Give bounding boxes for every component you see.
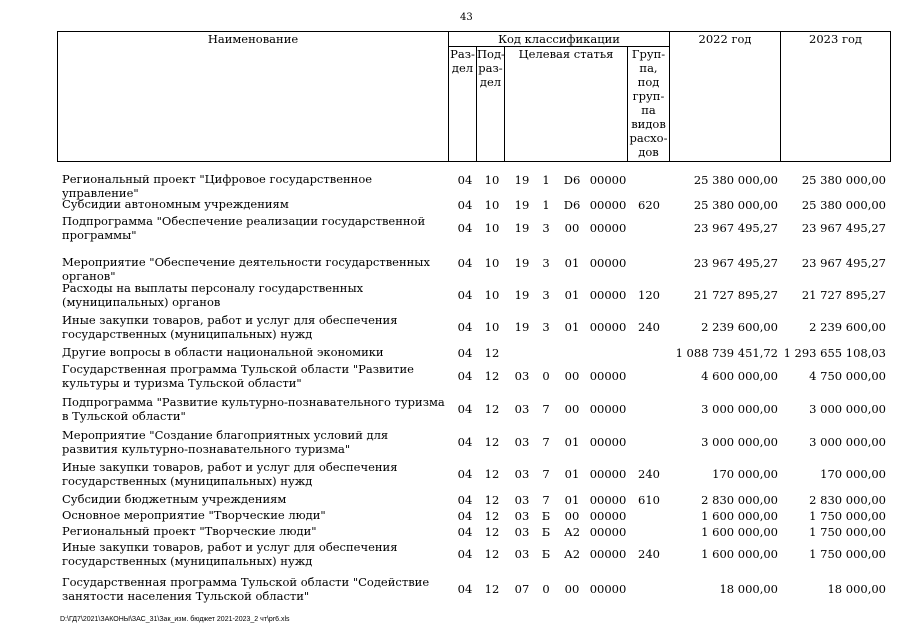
row-name: Государственная программа Тульской области "Содействие занятости населения Тульской области" bbox=[62, 575, 430, 603]
row-name: Расходы на выплаты персоналу государственных (муниципальных) органов bbox=[62, 281, 364, 309]
row-name: Государственная программа Тульской области "Развитие культуры и туризма Тульской области" bbox=[62, 362, 414, 390]
row-code-t3: 01 bbox=[564, 288, 580, 302]
row-code-r: 04 bbox=[457, 509, 473, 523]
row-amount-2022: 25 380 000,00 bbox=[693, 198, 778, 212]
header-name: Наименование bbox=[58, 32, 449, 162]
row-code-t1: 19 bbox=[514, 198, 530, 212]
table-row bbox=[0, 362, 905, 390]
row-code-t2: 7 bbox=[542, 467, 550, 481]
row-amount-2023: 1 293 655 108,03 bbox=[783, 346, 886, 360]
row-code-t1: 19 bbox=[514, 256, 530, 270]
row-code-r: 04 bbox=[457, 582, 473, 596]
row-code-t1: 19 bbox=[514, 288, 530, 302]
row-code-t2: Б bbox=[541, 509, 551, 523]
row-code-pr: 12 bbox=[484, 467, 500, 481]
row-name: Основное мероприятие "Творческие люди" bbox=[62, 508, 326, 522]
row-code-r: 04 bbox=[457, 198, 473, 212]
row-amount-2022: 3 000 000,00 bbox=[701, 402, 778, 416]
table-row bbox=[0, 428, 905, 456]
row-code-pr: 12 bbox=[484, 346, 500, 360]
row-code-r: 04 bbox=[457, 402, 473, 416]
row-amount-2022: 25 380 000,00 bbox=[693, 173, 778, 187]
table-row bbox=[0, 255, 905, 283]
row-code-t2: 0 bbox=[542, 582, 550, 596]
header-group: Груп- па, под груп- па видов расхо- дов bbox=[628, 47, 670, 162]
row-amount-2022: 23 967 495,27 bbox=[693, 221, 778, 235]
row-code-pr: 12 bbox=[484, 493, 500, 507]
row-code-t1: 19 bbox=[514, 320, 530, 334]
row-code-pr: 12 bbox=[484, 547, 500, 561]
row-amount-2022: 1 600 000,00 bbox=[701, 509, 778, 523]
page-number: 43 bbox=[460, 12, 473, 23]
row-amount-2022: 1 600 000,00 bbox=[701, 525, 778, 539]
row-code-pr: 12 bbox=[484, 369, 500, 383]
row-code-g: 620 bbox=[638, 198, 660, 212]
row-amount-2022: 23 967 495,27 bbox=[693, 256, 778, 270]
header-razdel: Раз- дел bbox=[449, 47, 477, 162]
row-code-pr: 10 bbox=[484, 198, 500, 212]
row-code-t4: 00000 bbox=[589, 493, 627, 507]
row-code-t1: 03 bbox=[514, 467, 530, 481]
row-code-pr: 10 bbox=[484, 221, 500, 235]
row-code-r: 04 bbox=[457, 221, 473, 235]
row-name: Подпрограмма "Обеспечение реализации государственной программы" bbox=[62, 214, 426, 242]
row-code-t2: 1 bbox=[542, 198, 550, 212]
row-code-r: 04 bbox=[457, 288, 473, 302]
row-code-t2: 3 bbox=[542, 288, 550, 302]
row-name: Другие вопросы в области национальной экономики bbox=[62, 345, 384, 359]
table-row bbox=[0, 508, 905, 524]
row-amount-2023: 3 000 000,00 bbox=[809, 402, 886, 416]
table-row bbox=[0, 281, 905, 309]
row-code-pr: 10 bbox=[484, 256, 500, 270]
table-row bbox=[0, 214, 905, 242]
row-code-t1: 19 bbox=[514, 173, 530, 187]
row-name: Иные закупки товаров, работ и услуг для обеспечения государственных (муниципальных) нужд bbox=[62, 540, 398, 568]
row-code-pr: 10 bbox=[484, 173, 500, 187]
row-code-t1: 07 bbox=[514, 582, 530, 596]
row-code-t1: 03 bbox=[514, 402, 530, 416]
row-code-t3: 00 bbox=[564, 221, 580, 235]
row-name: Региональный проект "Творческие люди" bbox=[62, 524, 317, 538]
row-amount-2023: 25 380 000,00 bbox=[801, 198, 886, 212]
row-code-r: 04 bbox=[457, 435, 473, 449]
table-row bbox=[0, 172, 905, 200]
row-name: Субсидии бюджетным учреждениям bbox=[62, 492, 287, 506]
row-code-t2: 7 bbox=[542, 402, 550, 416]
row-code-t2: 7 bbox=[542, 493, 550, 507]
row-code-r: 04 bbox=[457, 467, 473, 481]
row-amount-2022: 1 600 000,00 bbox=[701, 547, 778, 561]
row-code-t4: 00000 bbox=[589, 509, 627, 523]
table-header bbox=[57, 31, 891, 162]
row-code-t2: 3 bbox=[542, 256, 550, 270]
row-code-t4: 00000 bbox=[589, 173, 627, 187]
row-code-t3: 01 bbox=[564, 320, 580, 334]
row-amount-2023: 2 830 000,00 bbox=[809, 493, 886, 507]
row-amount-2023: 21 727 895,27 bbox=[801, 288, 886, 302]
row-code-r: 04 bbox=[457, 173, 473, 187]
row-code-t1: 03 bbox=[514, 493, 530, 507]
row-amount-2022: 21 727 895,27 bbox=[693, 288, 778, 302]
row-code-t4: 00000 bbox=[589, 547, 627, 561]
row-code-t4: 00000 bbox=[589, 221, 627, 235]
row-code-t2: 3 bbox=[542, 221, 550, 235]
row-amount-2022: 2 830 000,00 bbox=[701, 493, 778, 507]
row-code-t4: 00000 bbox=[589, 402, 627, 416]
row-code-g: 240 bbox=[638, 467, 660, 481]
table-row bbox=[0, 395, 905, 423]
row-amount-2022: 18 000,00 bbox=[719, 582, 778, 596]
row-code-t3: А2 bbox=[563, 525, 581, 539]
header-2023: 2023 год bbox=[781, 32, 891, 162]
row-code-t2: 3 bbox=[542, 320, 550, 334]
header-2022: 2022 год bbox=[670, 32, 781, 162]
header-podrazdel: Под- раз- дел bbox=[477, 47, 505, 162]
row-amount-2023: 3 000 000,00 bbox=[809, 435, 886, 449]
row-code-t3: 00 bbox=[564, 369, 580, 383]
table-row bbox=[0, 313, 905, 341]
row-amount-2023: 1 750 000,00 bbox=[809, 547, 886, 561]
row-amount-2022: 4 600 000,00 bbox=[701, 369, 778, 383]
row-amount-2023: 23 967 495,27 bbox=[801, 221, 886, 235]
row-code-g: 240 bbox=[638, 320, 660, 334]
table-row bbox=[0, 524, 905, 540]
row-amount-2023: 1 750 000,00 bbox=[809, 525, 886, 539]
row-code-pr: 12 bbox=[484, 509, 500, 523]
row-code-r: 04 bbox=[457, 547, 473, 561]
row-amount-2023: 25 380 000,00 bbox=[801, 173, 886, 187]
row-code-g: 610 bbox=[638, 493, 660, 507]
row-amount-2023: 23 967 495,27 bbox=[801, 256, 886, 270]
row-code-t3: А2 bbox=[563, 547, 581, 561]
row-amount-2022: 170 000,00 bbox=[712, 467, 778, 481]
row-code-t1: 03 bbox=[514, 369, 530, 383]
table-row bbox=[0, 492, 905, 508]
row-name: Иные закупки товаров, работ и услуг для обеспечения государственных (муниципальных) нужд bbox=[62, 313, 398, 341]
row-amount-2023: 4 750 000,00 bbox=[809, 369, 886, 383]
row-name: Подпрограмма "Развитие культурно-познавательного туризма в Тульской области" bbox=[62, 395, 445, 423]
row-code-t2: 1 bbox=[542, 173, 550, 187]
row-code-t3: 00 bbox=[564, 402, 580, 416]
row-code-t1: 03 bbox=[514, 547, 530, 561]
row-name: Мероприятие "Обеспечение деятельности государственных органов" bbox=[62, 255, 430, 283]
row-code-t2: Б bbox=[541, 525, 551, 539]
row-name: Субсидии автономным учреждениям bbox=[62, 197, 289, 211]
row-code-t2: 0 bbox=[542, 369, 550, 383]
row-code-r: 04 bbox=[457, 369, 473, 383]
row-name: Мероприятие "Создание благоприятных условий для развития культурно-познавательного туризма" bbox=[62, 428, 389, 456]
row-code-r: 04 bbox=[457, 493, 473, 507]
row-code-t3: 01 bbox=[564, 493, 580, 507]
row-code-r: 04 bbox=[457, 320, 473, 334]
header-target: Целевая статья bbox=[505, 47, 628, 162]
row-code-t4: 00000 bbox=[589, 288, 627, 302]
row-code-t4: 00000 bbox=[589, 320, 627, 334]
row-code-t4: 00000 bbox=[589, 256, 627, 270]
row-code-t4: 00000 bbox=[589, 467, 627, 481]
row-code-t3: D6 bbox=[563, 173, 581, 187]
row-code-t3: D6 bbox=[563, 198, 581, 212]
row-code-t4: 00000 bbox=[589, 582, 627, 596]
row-code-pr: 12 bbox=[484, 435, 500, 449]
row-amount-2022: 1 088 739 451,72 bbox=[675, 346, 778, 360]
file-path-footer: D:\ГД7\2021\ЗАКОНЫ\ЗАС_31\Зак_изм. бюджет 2021-2023_2 чт\pr6.xls bbox=[60, 616, 290, 623]
row-amount-2023: 18 000,00 bbox=[827, 582, 886, 596]
row-code-g: 240 bbox=[638, 547, 660, 561]
row-code-pr: 10 bbox=[484, 288, 500, 302]
row-code-t4: 00000 bbox=[589, 525, 627, 539]
table-row bbox=[0, 540, 905, 568]
row-code-t1: 03 bbox=[514, 509, 530, 523]
table-row bbox=[0, 460, 905, 488]
row-code-pr: 10 bbox=[484, 320, 500, 334]
row-code-t3: 00 bbox=[564, 509, 580, 523]
row-code-g: 120 bbox=[638, 288, 660, 302]
table-row bbox=[0, 345, 905, 361]
row-code-t4: 00000 bbox=[589, 369, 627, 383]
table-row bbox=[0, 197, 905, 213]
row-amount-2023: 170 000,00 bbox=[820, 467, 886, 481]
row-amount-2023: 2 239 600,00 bbox=[809, 320, 886, 334]
row-code-t1: 03 bbox=[514, 525, 530, 539]
row-code-t2: Б bbox=[541, 547, 551, 561]
row-code-t3: 00 bbox=[564, 582, 580, 596]
row-code-t2: 7 bbox=[542, 435, 550, 449]
header-code: Код классификации bbox=[449, 32, 670, 47]
row-code-r: 04 bbox=[457, 256, 473, 270]
row-code-r: 04 bbox=[457, 346, 473, 360]
row-name: Иные закупки товаров, работ и услуг для обеспечения государственных (муниципальных) нужд bbox=[62, 460, 398, 488]
row-code-t1: 03 bbox=[514, 435, 530, 449]
row-code-t3: 01 bbox=[564, 467, 580, 481]
row-code-pr: 12 bbox=[484, 402, 500, 416]
row-code-pr: 12 bbox=[484, 525, 500, 539]
row-amount-2022: 3 000 000,00 bbox=[701, 435, 778, 449]
row-code-r: 04 bbox=[457, 525, 473, 539]
row-code-pr: 12 bbox=[484, 582, 500, 596]
row-code-t4: 00000 bbox=[589, 198, 627, 212]
row-code-t3: 01 bbox=[564, 256, 580, 270]
row-amount-2022: 2 239 600,00 bbox=[701, 320, 778, 334]
row-code-t4: 00000 bbox=[589, 435, 627, 449]
row-code-t1: 19 bbox=[514, 221, 530, 235]
row-name: Региональный проект "Цифровое государственное управление" bbox=[62, 172, 373, 200]
row-amount-2023: 1 750 000,00 bbox=[809, 509, 886, 523]
table-row bbox=[0, 575, 905, 603]
row-code-t3: 01 bbox=[564, 435, 580, 449]
